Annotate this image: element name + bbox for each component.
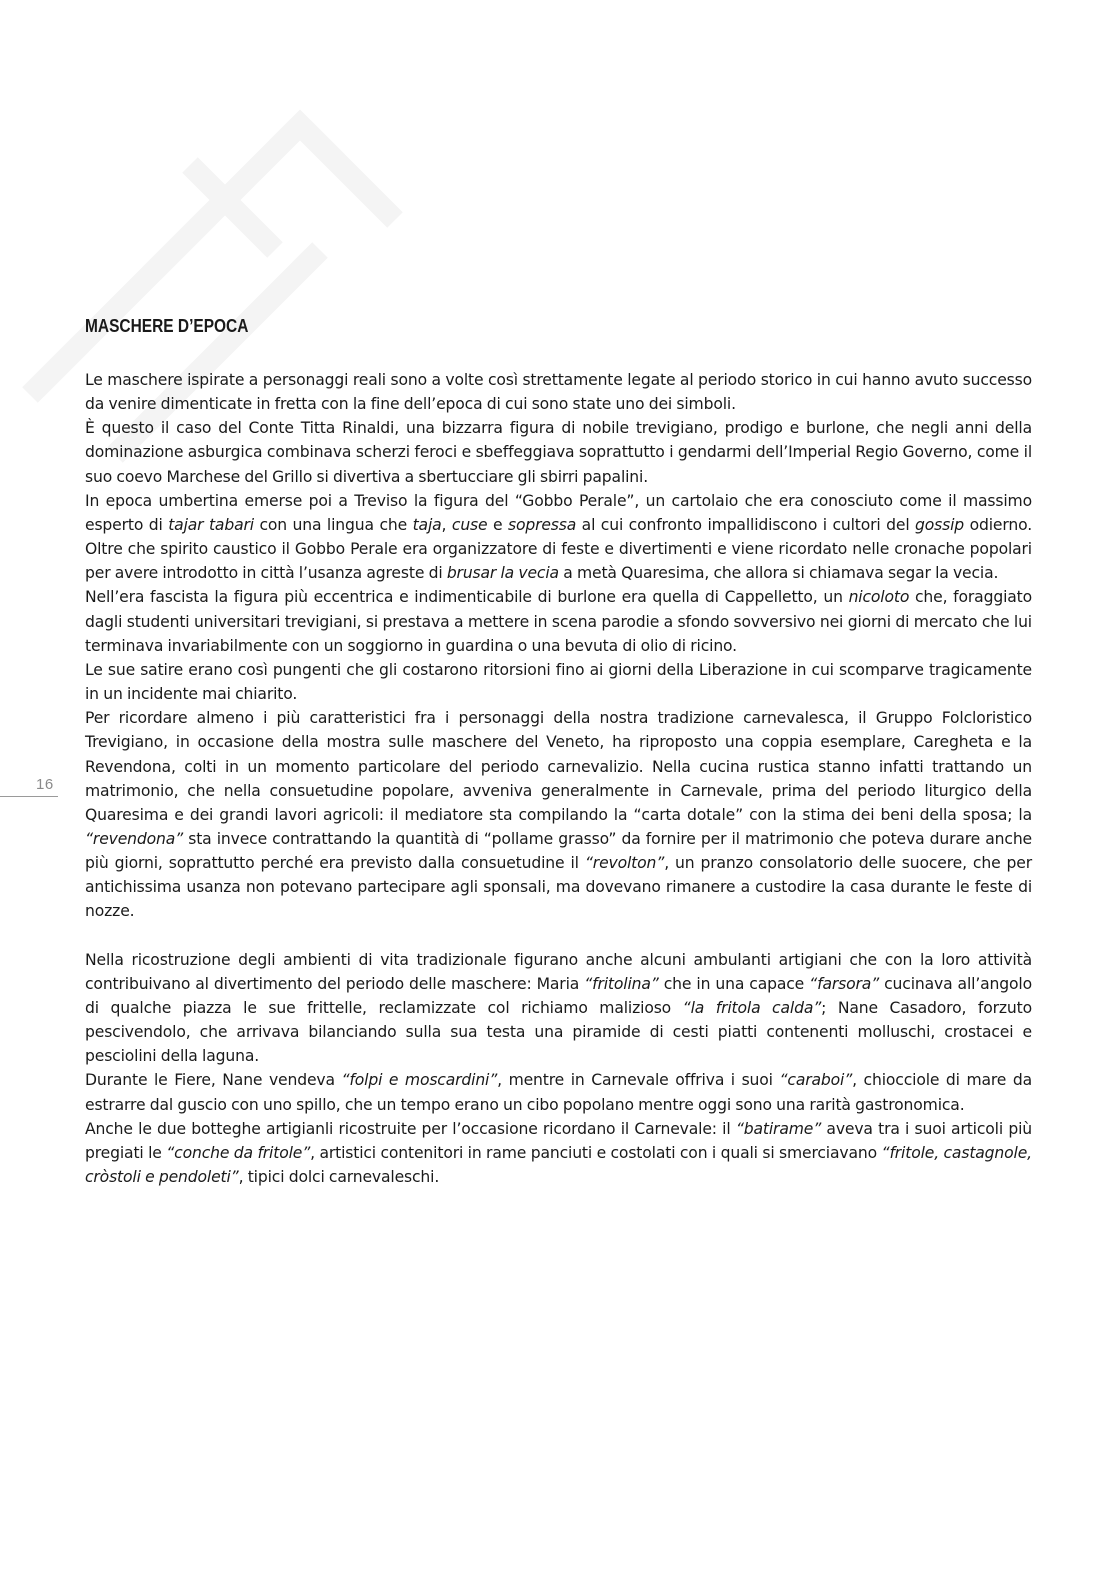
italic-term: nicoloto: [848, 588, 910, 607]
italic-term: tajar tabari: [168, 515, 254, 534]
text-run: che, foraggiato dagli studenti universitari trevigiani, si prestava a mettere in scena parodie a sfondo sovversivo nei giorni di mercato che lui terminava invariabilmente con un soggiorno in guardina o una bevuta di olio di ricino.: [85, 588, 1033, 655]
italic-term: “caraboi”: [779, 1071, 853, 1090]
italic-term: “la fritola calda”: [682, 998, 822, 1017]
section-heading: MASCHERE D’EPOCA: [85, 316, 249, 336]
text-run: con una lingua che: [253, 515, 413, 534]
italic-term: taja: [412, 515, 442, 534]
italic-term: “fritole, castagnole, cròstoli e pendoleti”: [85, 1143, 1032, 1186]
text-run: aveva tra i suoi articoli più pregiati le: [85, 1119, 1032, 1162]
italic-term: “conche da fritole”: [166, 1143, 311, 1162]
paragraph: [85, 1117, 1032, 1189]
text-run: al cui confronto impallidiscono i cultori del: [576, 515, 916, 534]
paragraph: [85, 658, 1032, 706]
article-body: [85, 368, 1032, 1189]
text-run: e: [487, 515, 508, 534]
text-run: In epoca umbertina emerse poi a Treviso la figura del “Gobbo Perale”, un cartolaio che era conosciuto come il massimo esperto di: [85, 491, 1032, 534]
text-run: Le maschere ispirate a personaggi reali sono a volte così strettamente legate al periodo storico in cui hanno avuto successo da venire dimenticate in fretta con la fine dell’epoca di cui sono state uno dei simboli.: [85, 371, 1032, 414]
text-run: Per ricordare almeno i più caratteristici fra i personaggi della nostra tradizione carnevalesca, il Gruppo Folcloristico Trevigiano, in occasione della mostra sulle maschere del Veneto, ha riproposto una coppia esemplare, Caregheta e la Revendona, colti in un momento particolare del periodo carnevalizio. Nella cucina rustica stanno infatti trattando un matrimonio, che nella consuetudine popolare, avveniva generalmente in Carnevale, prima del periodo liturgico della Quaresima e dei grandi lavori agricoli: il mediatore sta compilando la “carta dotale” con la stima dei beni della sposa; la: [85, 709, 1032, 824]
text-run: , mentre in Carnevale offriva i suoi: [497, 1071, 780, 1090]
italic-term: brusar la vecia: [446, 564, 559, 583]
text-run: Durante le Fiere, Nane vendeva: [85, 1071, 342, 1090]
text-run: ,: [441, 515, 452, 534]
text-run: , tipici dolci carnevaleschi.: [238, 1168, 440, 1186]
italic-term: “revendona”: [85, 829, 184, 848]
italic-term: “revolton”: [584, 854, 665, 873]
paragraph: [85, 416, 1032, 488]
text-run: che in una capace: [658, 974, 810, 993]
text-run: , artistici contenitori in rame panciuti e costolati con i quali si smerciavano: [310, 1143, 882, 1162]
text-run: Le sue satire erano così pungenti che gli costarono ritorsioni fino ai giorni della Liberazione in cui scomparve tragicamente in un incidente mai chiarito.: [85, 660, 1032, 704]
italic-term: “batirame”: [735, 1119, 822, 1138]
paragraph: [85, 706, 1032, 923]
text-run: odierno. Oltre che spirito caustico il Gobbo Perale era organizzatore di feste e divertimenti e viene ricordato nelle cronache popolari per avere introdotto in città l’usanza agreste di: [85, 515, 1032, 583]
text-run: cucinava all’angolo di qualche piazza le sue frittelle, reclamizzate col richiamo malizioso: [85, 974, 1032, 1017]
italic-term: cuse: [451, 515, 488, 534]
page-number: 16: [36, 776, 54, 793]
text-run: ; Nane Casadoro, forzuto pescivendolo, che arrivava bilanciando sulla sua testa una piramide di cesti piatti contenenti molluschi, crostacei e pesciolini della laguna.: [85, 998, 1032, 1066]
text-run: Nell’era fascista la figura più eccentrica e indimenticabile di burlone era quella di Cappelletto, un: [85, 588, 849, 607]
paragraph: [85, 368, 1032, 416]
text-run: sta invece contrattando la quantità di “pollame grasso” da fornire per il matrimonio che poteva durare anche più giorni, soprattutto perché era previsto dalla consuetudine il: [85, 829, 1032, 873]
italic-term: “fritolina”: [584, 974, 659, 993]
paragraph: [85, 1068, 1032, 1116]
text-run: Anche le due botteghe artigianli ricostruite per l’occasione ricordano il Carnevale: il: [85, 1119, 736, 1138]
paragraph: [85, 948, 1032, 1069]
italic-term: “farsora”: [809, 974, 880, 993]
italic-term: gossip: [915, 515, 965, 534]
text-run: , chiocciole di mare da estrarre dal guscio con uno spillo, che un tempo erano un cibo popolano mentre oggi sono una rarità gastronomica.: [85, 1071, 1032, 1114]
paragraph: [85, 489, 1032, 586]
text-run: a metà Quaresima, che allora si chiamava segar la vecia.: [558, 564, 999, 583]
text-run: Nella ricostruzione degli ambienti di vita tradizionale figurano anche alcuni ambulanti artigiani che con la loro attività contribuivano al divertimento del periodo delle maschere: Maria: [85, 950, 1032, 993]
paragraph: [85, 585, 1032, 657]
italic-term: “folpi e moscardini”: [341, 1071, 498, 1090]
text-run: , un pranzo consolatorio delle suocere, che per antichissima usanza non potevano partecipare agli sponsali, ma dovevano rimanere a custodire la casa durante le feste di nozze.: [85, 854, 1032, 921]
page-number-rule: [0, 796, 58, 797]
text-run: È questo il caso del Conte Titta Rinaldi, una bizzarra figura di nobile trevigiano, prodigo e burlone, che negli anni della dominazione asburgica combinava scherzi feroci e sbeffeggiava soprattutto i gendarmi dell’Imperial Regio Governo, come il suo coevo Marchese del Grillo si divertiva a sbertucciare gli sbirri papalini.: [85, 419, 1032, 486]
italic-term: sopressa: [507, 515, 577, 534]
